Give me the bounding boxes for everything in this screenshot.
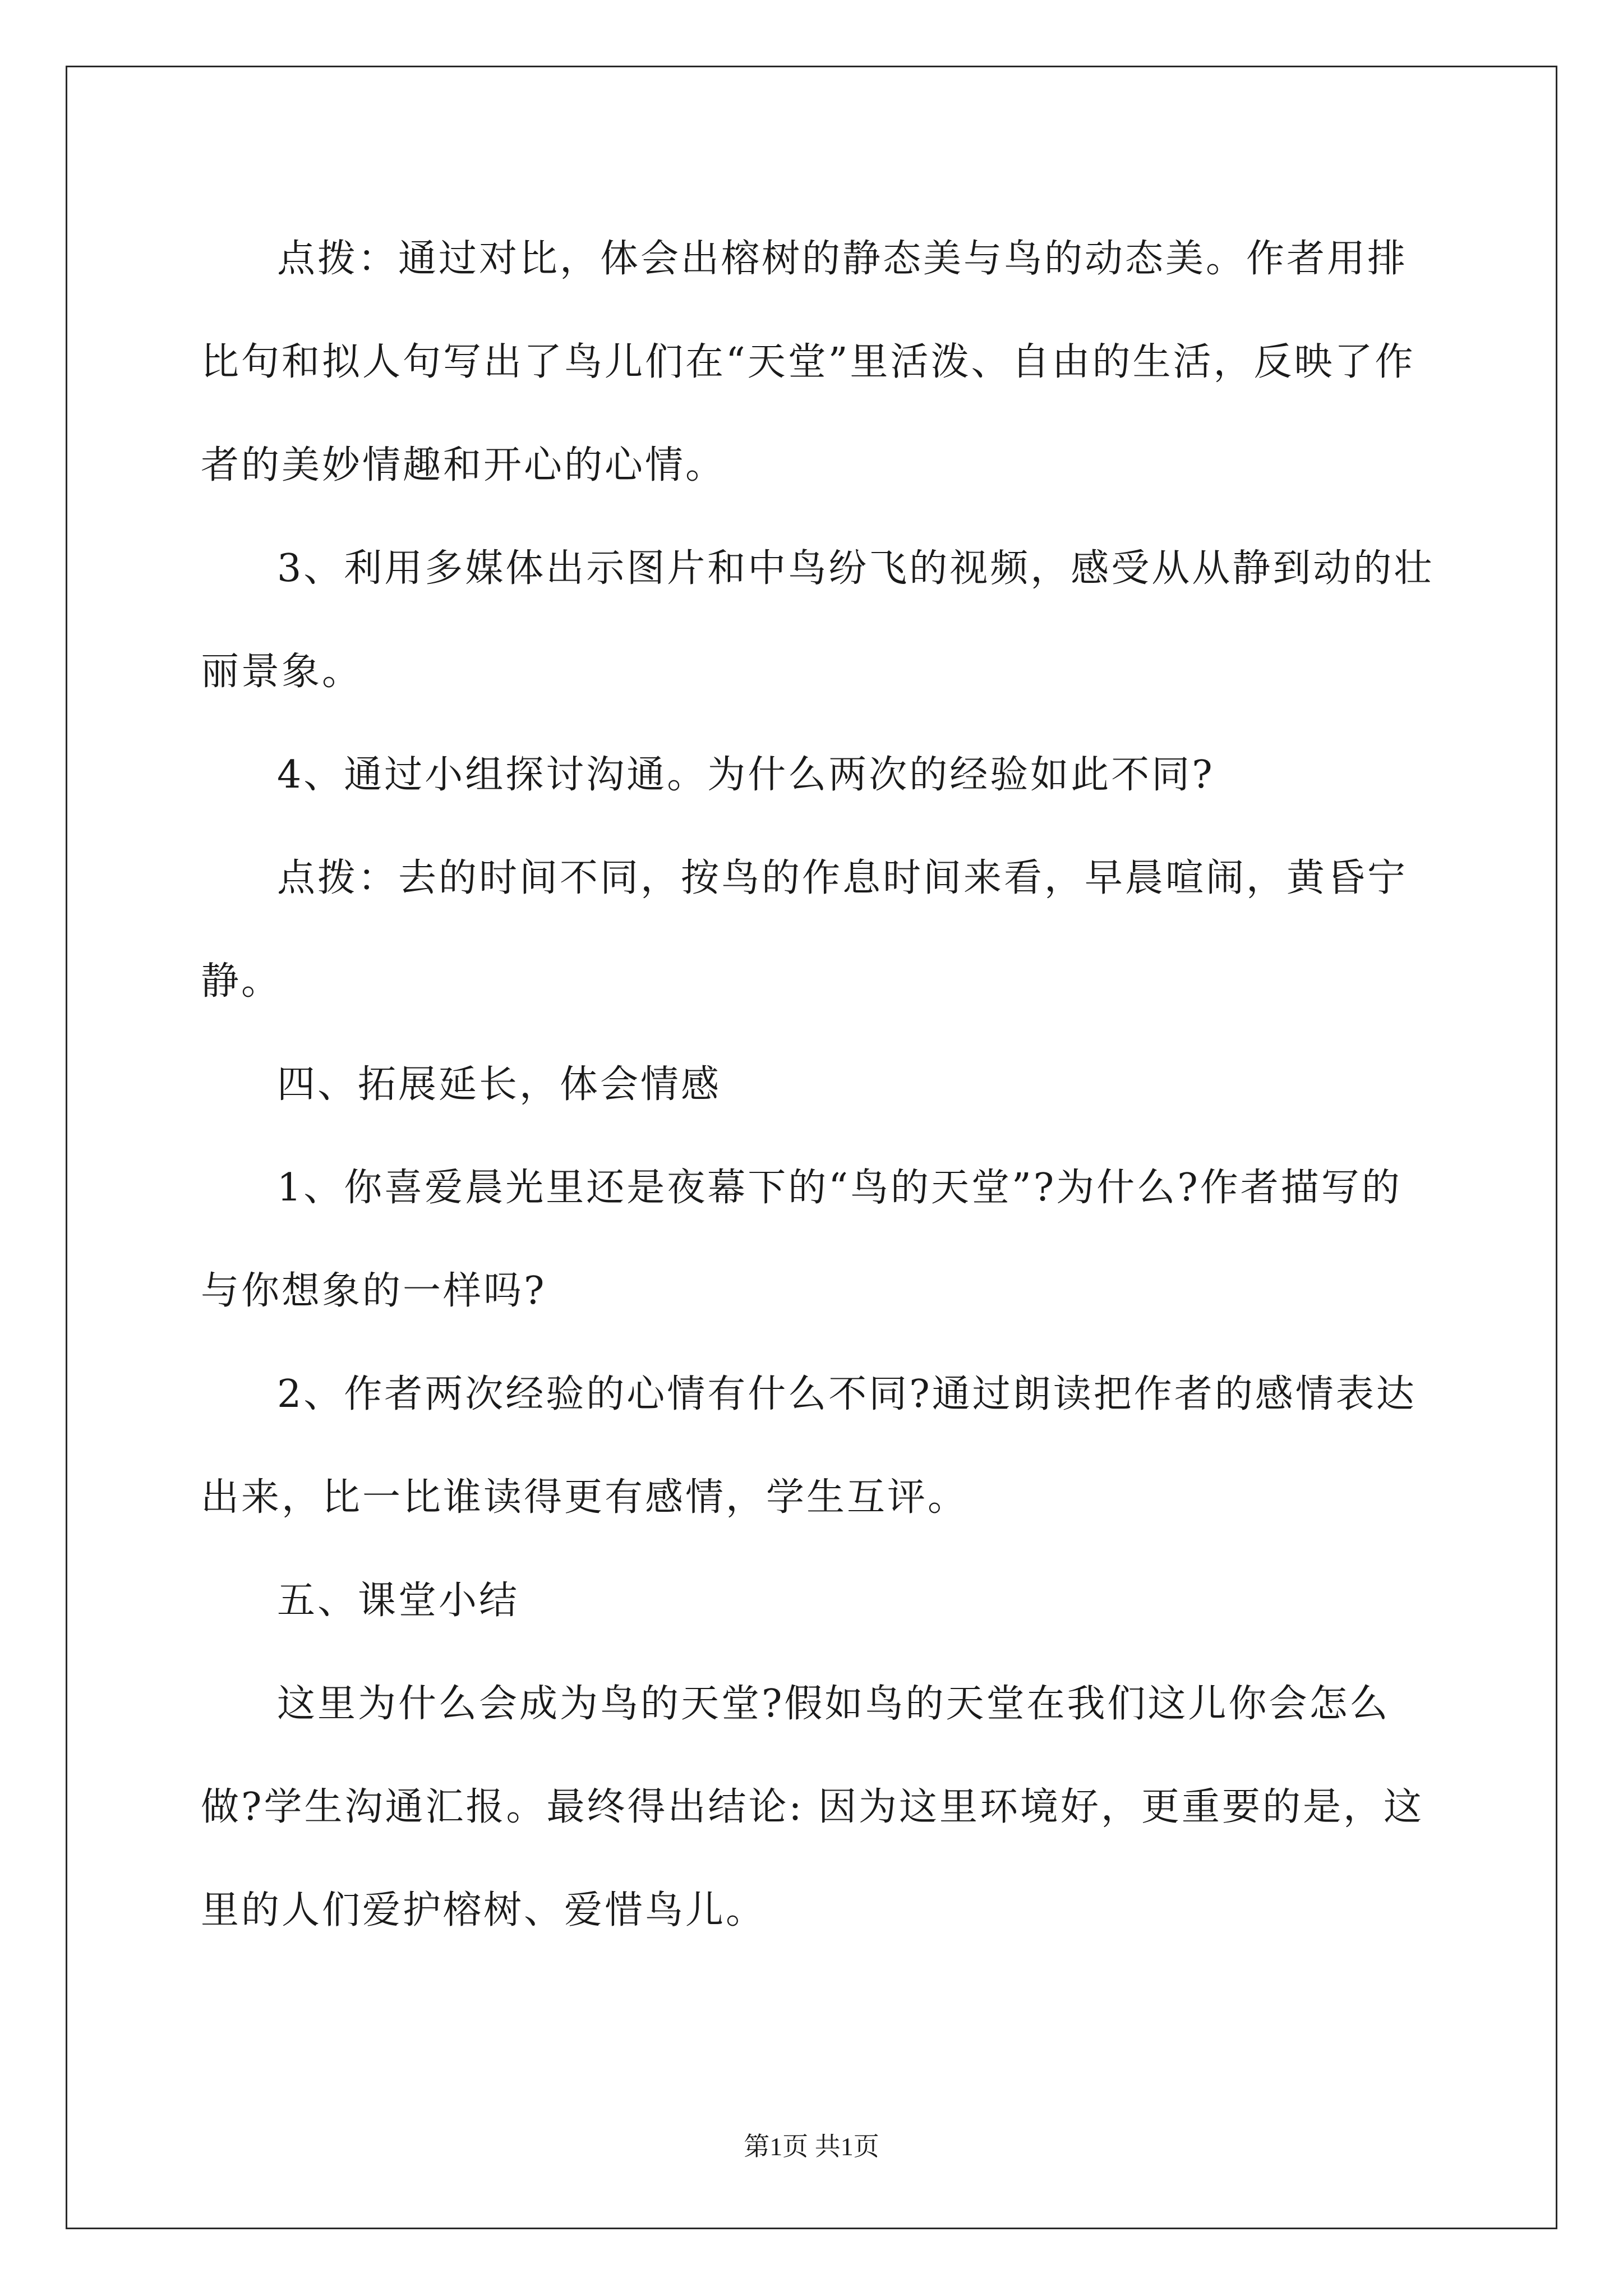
section-heading-4: 四、拓展延长，体会情感 [277, 1062, 722, 1107]
section-heading-5: 五、课堂小结 [277, 1579, 520, 1623]
paragraph-7: 2、作者两次经验的心情有什么不同?通过朗读把作者的感情表达出来，比一比谁读得更有感情，学生互评。 [201, 1372, 1417, 1520]
paragraph-2: 3、利用多媒体出示图片和中鸟纷飞的视频，感受从从静到动的壮丽景象。 [201, 546, 1435, 694]
page-footer: 第1页 共1页 [744, 2132, 879, 2161]
paragraph-9: 这里为什么会成为鸟的天堂?假如鸟的天堂在我们这儿你会怎么做?学生沟通汇报。最终得出结论: 因为这里环境好，更重要的是，这里的人们爱护榕树、爱惜鸟儿。 [201, 1682, 1424, 1932]
paragraph-3: 4、通过小组探讨沟通。为什么两次的经验如此不同? [277, 753, 1215, 797]
document-body [201, 208, 1435, 1962]
paragraph-4: 点拨：去的时间不同，按鸟的作息时间来看，早晨喧闹，黄昏宁静。 [201, 856, 1408, 1004]
paragraph-1: 点拨：通过对比，体会出榕树的静态美与鸟的动态美。作者用排比句和拟人句写出了鸟儿们在“天堂”里活泼、自由的生活，反映了作者的美妙情趣和开心的心情。 [201, 237, 1415, 487]
paragraph-6: 1、你喜爱晨光里还是夜幕下的“鸟的天堂”?为什么?作者描写的与你想象的一样吗? [201, 1166, 1402, 1313]
